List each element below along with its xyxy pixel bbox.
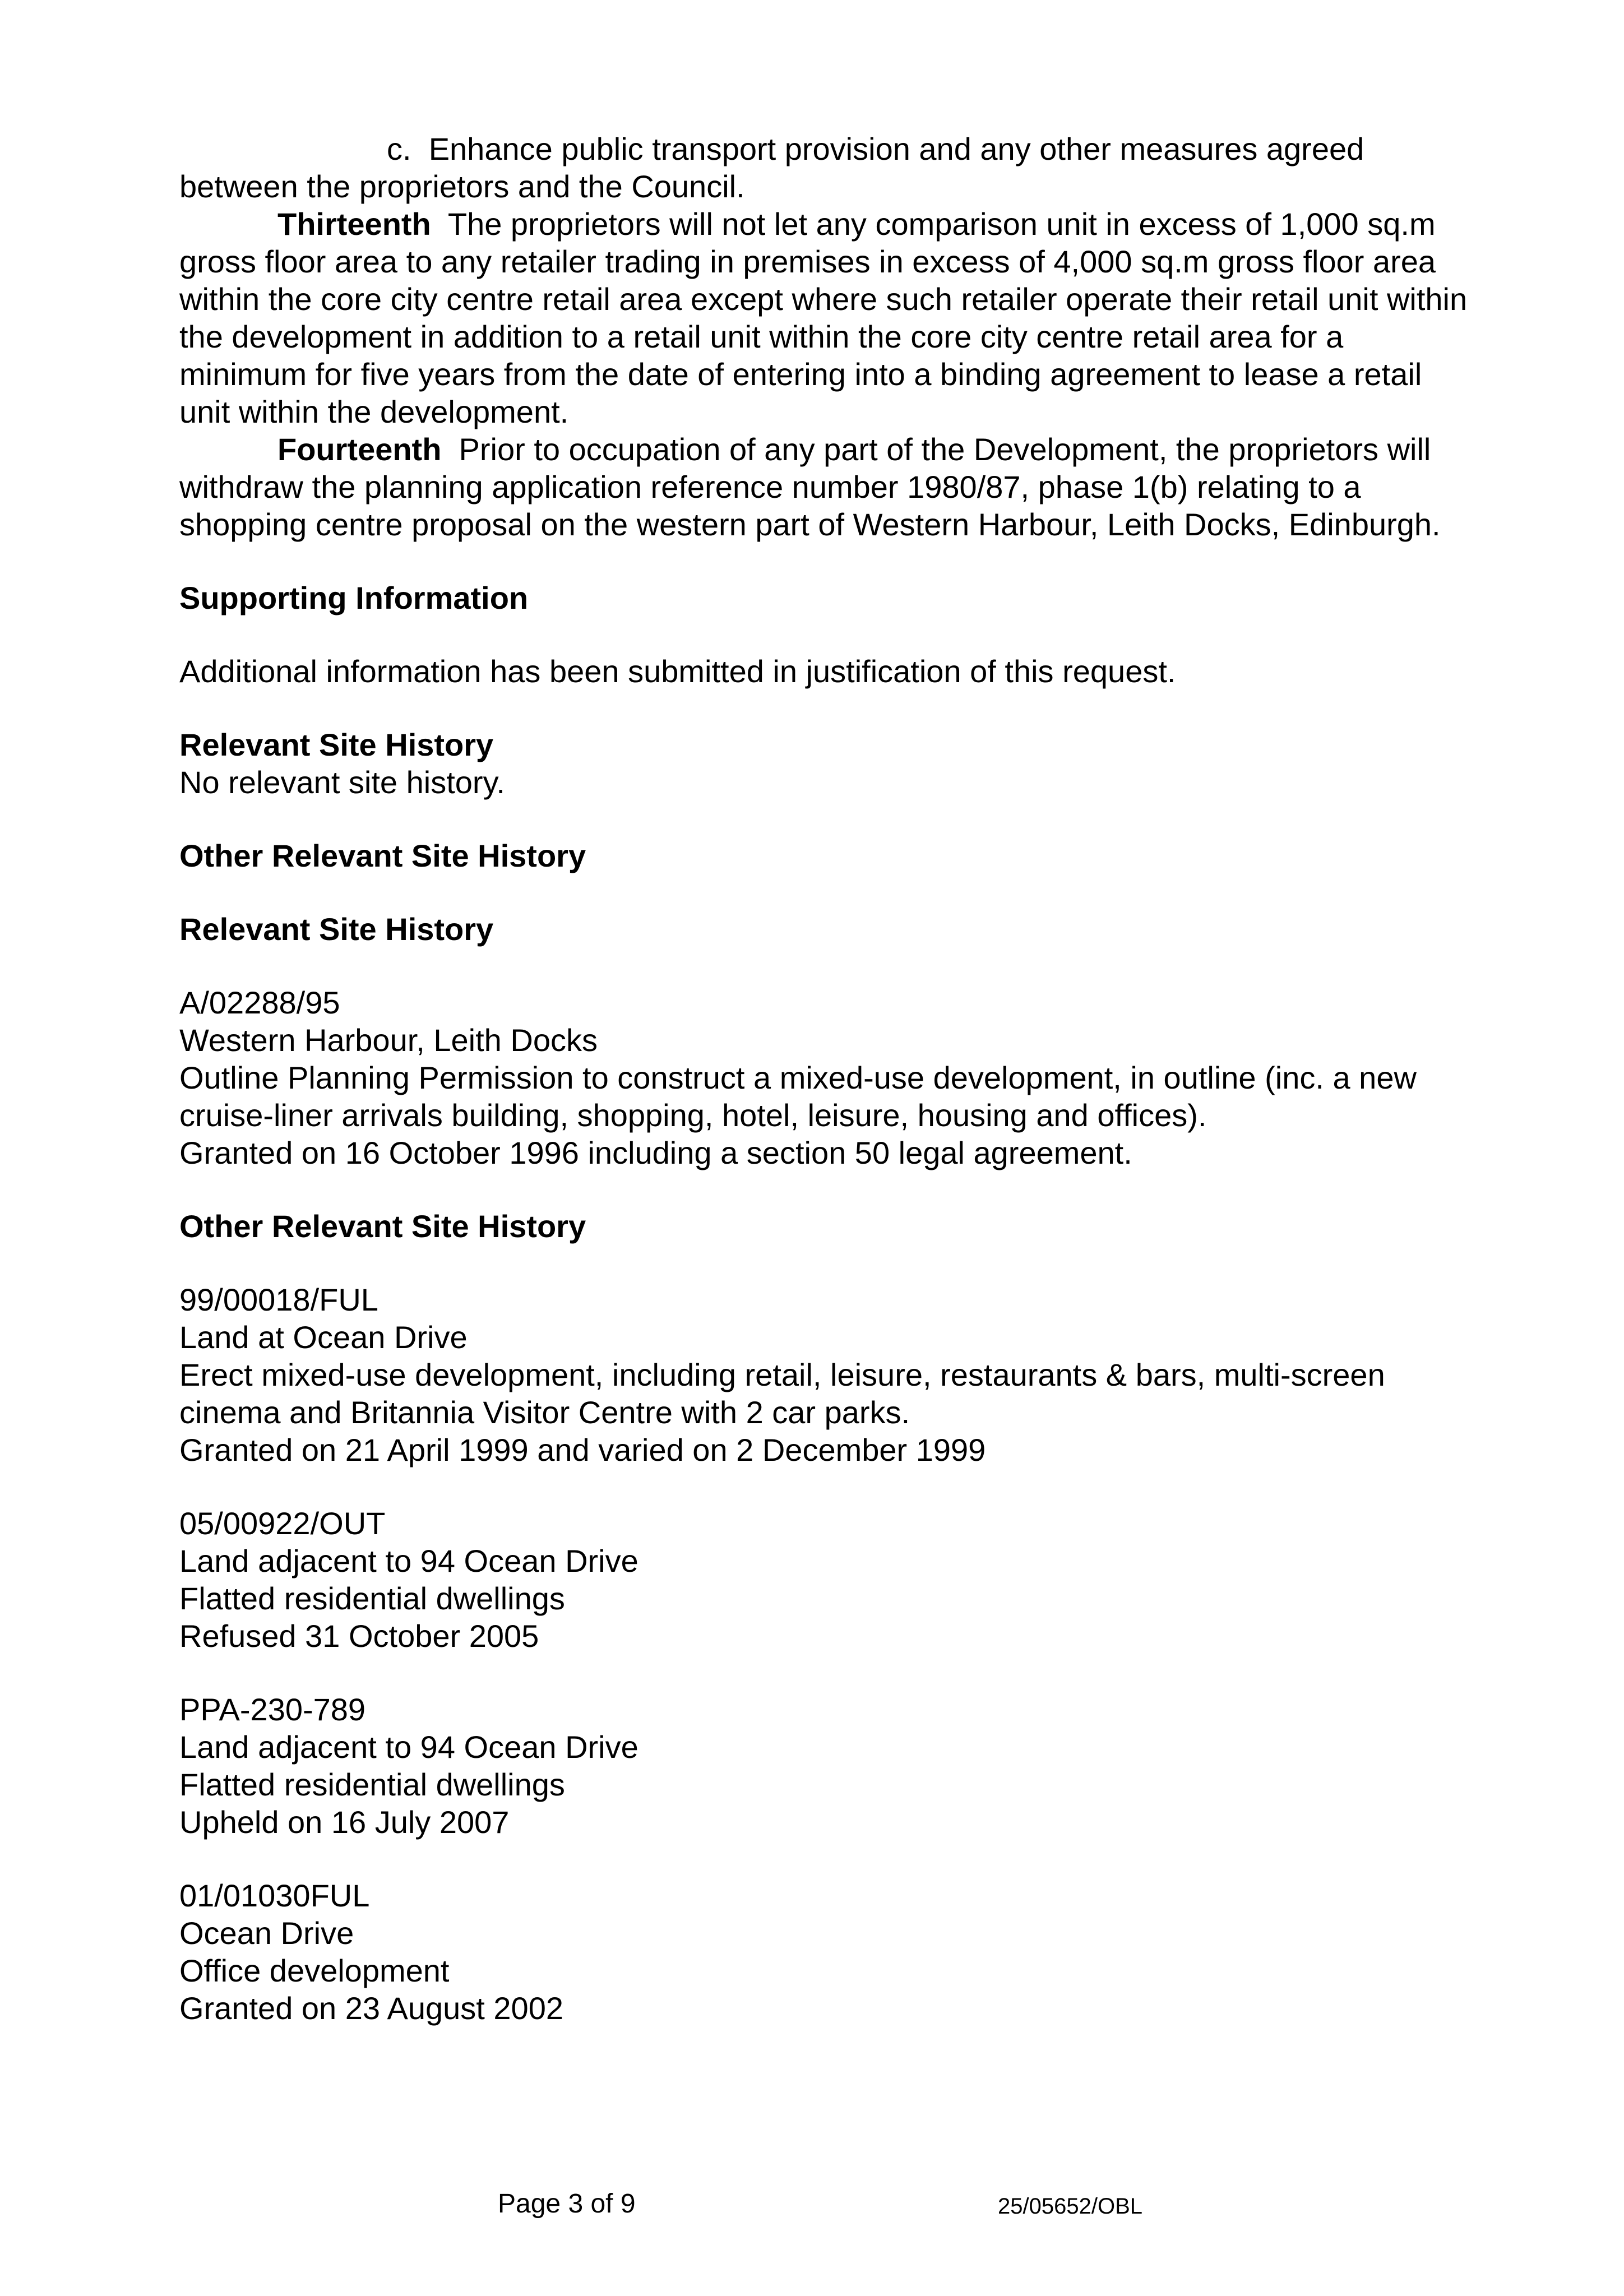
history-record <box>179 1877 1469 2027</box>
record-decision: Granted on 21 April 1999 and varied on 2 December 1999 <box>179 1432 986 1468</box>
history-record <box>179 1691 1469 1841</box>
record-location: Land adjacent to 94 Ocean Drive <box>179 1543 639 1578</box>
record-ref: 05/00922/OUT <box>179 1506 386 1541</box>
supporting-heading: Supporting Information <box>179 580 529 615</box>
record-location: Land adjacent to 94 Ocean Drive <box>179 1729 639 1765</box>
thirteenth-text: The proprietors will not let any comparison unit in excess of 1,000 sq.m gross floor area to any retailer trading in premises in excess of 4,000 sq.m gross floor area within the core city centre retail area except where such retailer operate their retail unit within the development in addition to a retail unit within the core city centre retail area for a minimum for five years from the date of entering into a binding agreement to lease a retail unit within the development. <box>179 206 1468 429</box>
other-history-heading-2: Other Relevant Site History <box>179 1209 586 1244</box>
record-location: Land at Ocean Drive <box>179 1320 468 1355</box>
relevant-history-text: No relevant site history. <box>179 765 505 800</box>
document-body <box>179 130 1469 2027</box>
fourteenth-text: Prior to occupation of any part of the Development, the proprietors will withdraw the planning application reference number 1980/87, phase 1(b) relating to a shopping centre proposal on the western part of Western Harbour, Leith Docks, Edinburgh. <box>179 432 1441 542</box>
item-c <box>179 130 1469 168</box>
record-ref: 01/01030FUL <box>179 1878 370 1913</box>
record-decision: Refused 31 October 2005 <box>179 1618 539 1654</box>
fourteenth-label: Fourteenth <box>277 432 442 467</box>
item-c-text-line1: Enhance public transport provision and any other measures agreed <box>428 131 1364 166</box>
history-record <box>179 1281 1469 1469</box>
relevant-history-heading-2: Relevant Site History <box>179 911 494 947</box>
record-description: Flatted residential dwellings <box>179 1767 565 1802</box>
page-number: Page 3 of 9 <box>498 2189 636 2219</box>
record-ref: A/02288/95 <box>179 985 340 1020</box>
thirteenth-label: Thirteenth <box>277 206 431 242</box>
record-description: Flatted residential dwellings <box>179 1581 565 1616</box>
record-description: Office development <box>179 1953 450 1988</box>
item-c-label: c. <box>387 131 411 166</box>
item-c-text-line2: between the proprietors and the Council. <box>179 169 745 204</box>
thirteenth-paragraph <box>179 205 1469 430</box>
record-location: Ocean Drive <box>179 1915 354 1951</box>
fourteenth-paragraph <box>179 430 1469 543</box>
supporting-text: Additional information has been submitted in justification of this request. <box>179 654 1176 689</box>
relevant-history-heading: Relevant Site History <box>179 727 494 762</box>
record-decision: Granted on 16 October 1996 including a section 50 legal agreement. <box>179 1135 1132 1170</box>
record-ref: PPA-230-789 <box>179 1692 366 1727</box>
other-history-heading-1: Other Relevant Site History <box>179 838 586 873</box>
history-record <box>179 1505 1469 1655</box>
record-location: Western Harbour, Leith Docks <box>179 1022 598 1058</box>
record-ref: 99/00018/FUL <box>179 1282 378 1317</box>
record-decision: Upheld on 16 July 2007 <box>179 1804 510 1840</box>
record-description: Erect mixed-use development, including retail, leisure, restaurants & bars, multi-screen cinema and Britannia Visitor Centre with 2 car parks. <box>179 1357 1385 1430</box>
record-decision: Granted on 23 August 2002 <box>179 1991 563 2026</box>
record-description: Outline Planning Permission to construct a mixed-use development, in outline (inc. a new cruise-liner arrivals building, shopping, hotel, leisure, housing and offices). <box>179 1060 1417 1133</box>
history-record-a <box>179 984 1469 1172</box>
document-reference: 25/05652/OBL <box>998 2194 1142 2219</box>
